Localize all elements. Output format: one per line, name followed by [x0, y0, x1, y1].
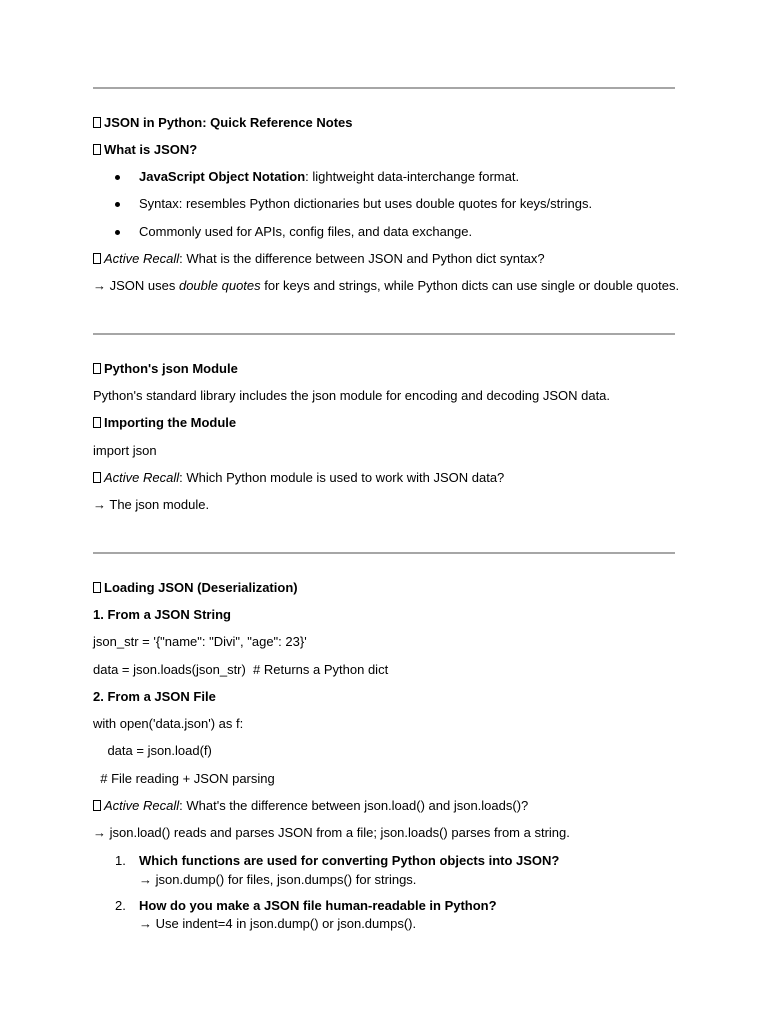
section-heading: Python's json Module: [93, 361, 238, 377]
missing-glyph-icon: [93, 363, 101, 374]
question: Which functions are used for converting Python objects into JSON?: [139, 853, 560, 868]
subsection-heading: 1. From a JSON String: [93, 607, 231, 622]
subsection-heading: 2. From a JSON File: [93, 689, 216, 704]
list-number: 1.: [115, 853, 126, 868]
active-recall-answer: → json.load() reads and parses JSON from a file; json.loads() parses from a string.: [93, 825, 570, 840]
bullet-icon: [115, 175, 120, 180]
doc-title: JSON in Python: Quick Reference Notes: [93, 115, 353, 131]
list-number: 2.: [115, 898, 126, 913]
missing-glyph-icon: [93, 472, 101, 483]
subsection-heading: Importing the Module: [93, 415, 236, 431]
section-heading: What is JSON?: [93, 142, 197, 158]
active-recall-question: Active Recall: What's the difference between json.load() and json.loads()?: [93, 798, 528, 814]
active-recall-question: Active Recall: What is the difference between JSON and Python dict syntax?: [93, 251, 545, 267]
answer: → Use indent=4 in json.dump() or json.dumps().: [139, 916, 417, 931]
missing-glyph-icon: [93, 144, 101, 155]
missing-glyph-icon: [93, 417, 101, 428]
missing-glyph-icon: [93, 253, 101, 264]
bullet-icon: [115, 202, 120, 207]
list-item: Syntax: resembles Python dictionaries but uses double quotes for keys/strings.: [139, 196, 593, 211]
divider: [93, 552, 675, 554]
divider: [93, 87, 675, 89]
section-heading: Loading JSON (Deserialization): [93, 580, 298, 596]
missing-glyph-icon: [93, 582, 101, 593]
bullet-icon: [115, 230, 120, 235]
list-item: Commonly used for APIs, config files, and data exchange.: [139, 224, 473, 239]
question: How do you make a JSON file human-readable in Python?: [139, 898, 497, 913]
code-line: import json: [93, 443, 157, 458]
answer: → json.dump() for files, json.dumps() for strings.: [139, 872, 417, 887]
active-recall-answer: → JSON uses double quotes for keys and strings, while Python dicts can use single or double quotes.: [93, 278, 680, 293]
code-line: json_str = '{"name": "Divi", "age": 23}': [93, 634, 307, 649]
code-line: data = json.load(f): [93, 743, 212, 758]
missing-glyph-icon: [93, 117, 101, 128]
code-line: # File reading + JSON parsing: [93, 771, 275, 786]
list-item: JavaScript Object Notation: lightweight data-interchange format.: [139, 169, 520, 184]
divider: [93, 333, 675, 335]
missing-glyph-icon: [93, 800, 101, 811]
active-recall-question: Active Recall: Which Python module is used to work with JSON data?: [93, 470, 504, 486]
active-recall-answer: → The json module.: [93, 497, 210, 512]
paragraph: Python's standard library includes the json module for encoding and decoding JSON data.: [93, 388, 611, 403]
code-line: with open('data.json') as f:: [93, 716, 244, 731]
code-line: data = json.loads(json_str) # Returns a Python dict: [93, 662, 389, 677]
